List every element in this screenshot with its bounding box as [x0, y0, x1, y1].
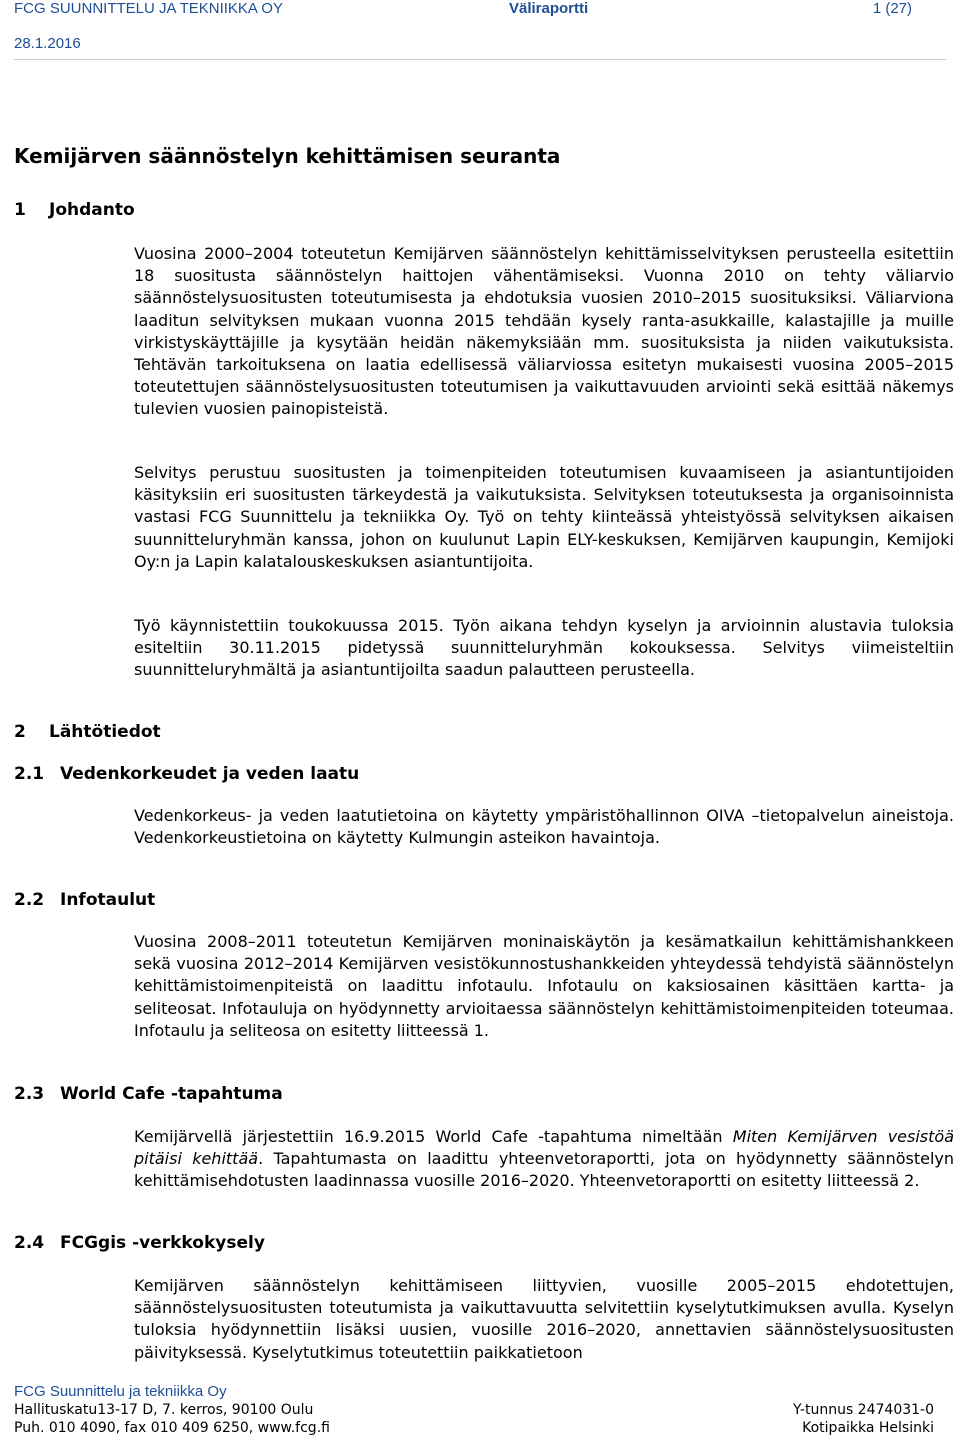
paragraph-text: . Tapahtumasta on laadittu yhteenvetoraportti, jota on hyödynnetty säännöstelyn kehittämisehdotusten laadinnassa vuosille 2016–2020. Yhteenvetoraportti on esitetty liitteessä 2. — [134, 1149, 955, 1191]
section-heading-johdanto — [14, 200, 135, 220]
section-heading-fcggis — [14, 1233, 265, 1253]
header-page-number: 1 (27) — [872, 0, 912, 17]
header-date: 28.1.2016 — [14, 35, 81, 52]
paragraph-johdanto-2: Selvitys perustuu suositusten ja toimenpiteiden toteutumisen kuvaamiseen ja asiantuntijoiden käsityksiin eri suositusten tärkeydestä ja vaikutuksista. Selvityksen toteutuksesta ja organisoinnista vastasi FCG Suunnittelu ja tekniikka Oy. Työ on tehty kiinteässä yhteistyössä selvityksen aikaisen suunnitteluryhmän kanssa, johon on kuulunut Lapin ELY-keskuksen, Kemijärven kaupungin, Kemijoki Oy:n ja Lapin kalatalouskeskuksen asiantuntijoita. — [134, 463, 954, 571]
footer-business-id: Y-tunnus 2474031-0 — [793, 1402, 934, 1418]
section-number: 2.2 — [14, 890, 45, 910]
section-number: 1 — [14, 200, 26, 220]
section-number: 2.1 — [14, 764, 45, 784]
paragraph-text: Kemijärvellä järjestettiin 16.9.2015 World Cafe -tapahtuma nimeltään — [134, 1127, 733, 1146]
section-title: Vedenkorkeudet ja veden laatu — [60, 764, 360, 784]
section-number: 2.3 — [14, 1084, 45, 1104]
page-header — [14, 0, 946, 60]
page-footer — [14, 1380, 946, 1438]
section-title: FCGgis -verkkokysely — [60, 1233, 265, 1253]
footer-address: Hallituskatu13-17 D, 7. kerros, 90100 Oulu — [14, 1402, 314, 1418]
header-report-type: Väliraportti — [509, 0, 589, 17]
section-heading-lahtotiedot — [14, 722, 161, 742]
event-name: Miten Kemijärven vesistöä pitäisi kehittää — [134, 1127, 954, 1169]
section-title: Johdanto — [49, 200, 135, 220]
section-heading-vedenkorkeudet — [14, 764, 359, 784]
section-heading-infotaulut — [14, 890, 155, 910]
footer-domicile: Kotipaikka Helsinki — [802, 1420, 934, 1436]
header-divider — [14, 59, 946, 60]
section-number: 2 — [14, 722, 26, 742]
section-title: World Cafe -tapahtuma — [60, 1084, 283, 1104]
paragraph-world-cafe — [134, 1126, 954, 1193]
section-title: Lähtötiedot — [49, 722, 161, 742]
section-heading-world-cafe — [14, 1084, 283, 1104]
header-organization: FCG SUUNNITTELU JA TEKNIIKKA OY — [14, 0, 283, 17]
footer-company: FCG Suunnittelu ja tekniikka Oy — [14, 1383, 227, 1400]
paragraph-fcggis: Kemijärven säännöstelyn kehittämiseen liittyvien, vuosille 2005–2015 ehdotettujen, säännöstelysuositusten toteutumista ja vaikuttavuutta selvitettiin kyselytutkimuksen avulla. Kyselyn tuloksia hyödynnettiin lisäksi uusien, vuosille 2016–2020, annettavien säännöstelysuositusten päivityksessä. Kyselytutkimus toteutettiin paikkatietoon — [134, 1276, 954, 1362]
paragraph-johdanto-3: Työ käynnistettiin toukokuussa 2015. Työn aikana tehdyn kyselyn ja arvioinnin alustavia tuloksia esiteltiin 30.11.2015 pidetyssä suunnitteluryhmän kokouksessa. Selvitys viimeisteltiin suunnitteluryhmältä ja asiantuntijoilta saadun palautteen perusteella. — [134, 616, 954, 680]
document-title: Kemijärven säännöstelyn kehittämisen seuranta — [14, 144, 561, 168]
paragraph-vedenkorkeudet: Vedenkorkeus- ja veden laatutietoina on käytetty ympäristöhallinnon OIVA –tietopalvelun aineistoja. Vedenkorkeustietoina on käytetty Kulmungin asteikon havaintoja. — [134, 806, 954, 848]
paragraph-infotaulut: Vuosina 2008–2011 toteutetun Kemijärven moninaiskäytön ja kesämatkailun kehittämishankkeen sekä vuosina 2012–2014 Kemijärven vesistökunnostushankkeiden yhteydessä tehdyistä säännöstelyn kehittämistoimenpiteistä on laadittu infotaulu. Infotaulu on kaksiosainen käsittäen kartta- ja seliteosat. Infotauluja on hyödynnetty arvioitaessa säännöstelyn kehittämistoimenpiteiden toteumaa. Infotaulu ja seliteosa on esitetty liitteessä 1. — [134, 932, 954, 1040]
section-title: Infotaulut — [60, 890, 156, 910]
section-number: 2.4 — [14, 1233, 45, 1253]
footer-contact: Puh. 010 4090, fax 010 409 6250, www.fcg.fi — [14, 1420, 330, 1436]
paragraph-johdanto-1: Vuosina 2000–2004 toteutetun Kemijärven säännöstelyn kehittämisselvityksen perusteella esitettiin 18 suositusta säännöstelyn haittojen vähentämiseksi. Vuonna 2010 on tehty väliarvio säännöstelysuositusten toteutumisesta ja ehdotuksia vuosien 2010–2015 suosituksiksi. Väliarviona laaditun selvityksen mukaan vuonna 2015 tehdään kysely ranta-asukkaille, kalastajille ja muille virkistyskäyttäjille ja kysytään heidän näkemyksiään mm. suosituksista ja niiden vaikutuksista. Tehtävän tarkoituksena on laatia edellisessä väliarviossa esitetyn mukaisesti vuosina 2005–2015 toteutettujen säännöstelysuositusten toteutumisen ja vaikuttavuuden arviointi sekä esittää näkemys tulevien vuosien painopisteistä. — [134, 244, 954, 419]
